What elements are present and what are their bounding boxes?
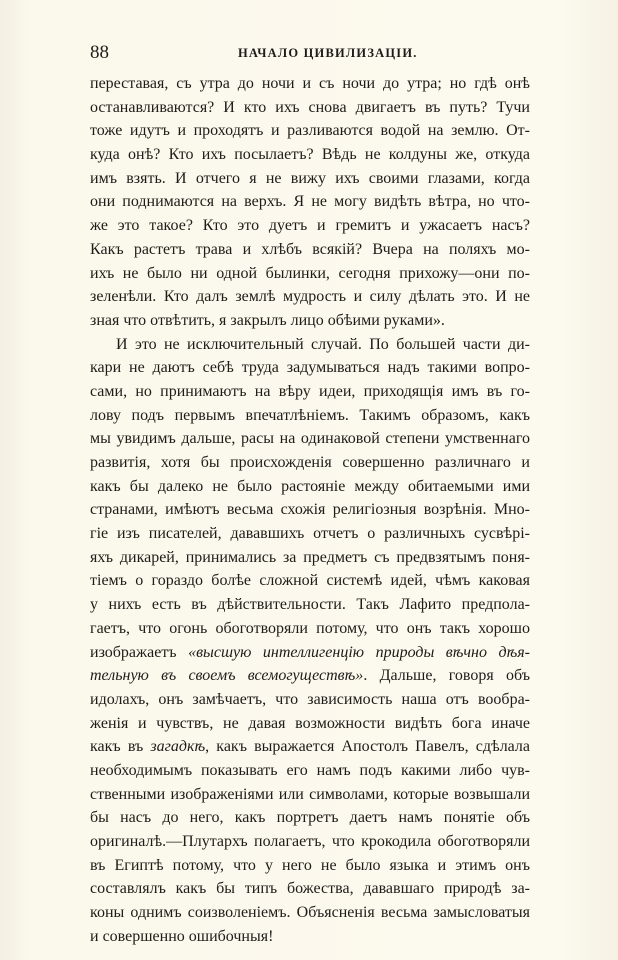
text-line: останавливаются? И кто ихъ снова двигаетъ въ путь? Тучи	[90, 98, 530, 116]
text-line: они поднимаются на верхъ. Я не могу видѣть вѣтра, но что-	[90, 193, 530, 211]
body-text	[90, 72, 530, 948]
text-line: сами, но принимаютъ на вѣру идеи, приходящія имъ въ го-	[90, 382, 530, 400]
text-line	[90, 735, 530, 759]
text-line: мы увидимъ дальше, расы на одинаковой степени умственнаго	[90, 430, 530, 448]
text-span: изображаетъ	[90, 643, 189, 661]
text-span: какъ въ	[90, 738, 151, 756]
text-line: зеленѣли. Кто далъ землѣ мудрость и силу дѣлать это. И не	[90, 288, 530, 306]
text-line: куда онѣ? Кто ихъ посылаетъ? Вѣдь не колдуны же, откуда	[90, 146, 530, 164]
text-line: тоже идутъ и проходятъ и разливаются водой на землю. От-	[90, 122, 530, 140]
text-line: необходимымъ показывать его намъ подъ какими либо чув-	[90, 761, 530, 779]
text-line: женія и чувствъ, не давая возможности видѣть бога иначе	[90, 714, 530, 732]
italic-quote: «высшую интеллигенцію природы вѣчно дѣя-	[188, 643, 530, 661]
page-number: 88	[90, 42, 109, 63]
text-line: гаетъ, что огонь обоготворяли потому, что онъ такъ хорошо	[90, 619, 530, 637]
text-line: яхъ дикарей, принимались за предметъ съ предвзятымъ поня-	[90, 548, 530, 566]
text-line: коны однимъ соизволеніемъ. Объясненія весьма замысловатыя	[90, 904, 530, 922]
text-line: имъ взять. И отчего я не вижу ихъ своими глазами, когда	[90, 169, 530, 187]
text-line: ихъ не было ни одной былинки, сегодня прихожу—они по-	[90, 264, 530, 282]
text-line: и совершенно ошибочныя!	[90, 927, 274, 945]
text-line: И это не исключительный случай. По большей части ди-	[116, 335, 530, 353]
text-line	[90, 664, 530, 688]
text-line: же это такое? Кто это дуетъ и гремитъ и ужасаетъ насъ?	[90, 217, 530, 235]
text-line: составлялъ какъ бы типъ божества, дававшаго природѣ за-	[90, 880, 530, 898]
text-line: зная что отвѣтить, я закрылъ лицо обѣими руками».	[90, 311, 445, 329]
text-line: гіе изъ писателей, дававшихъ отчетъ о различныхъ сусвѣрі-	[90, 525, 530, 543]
text-line: въ Египтѣ потому, что у него не было языка и этимъ онъ	[90, 856, 530, 874]
italic-word: загадкѣ	[150, 738, 206, 756]
text-line: странами, имѣютъ весьма схожія религіозныя возрѣнія. Мно-	[90, 501, 530, 519]
running-head	[90, 40, 530, 66]
text-line: лову подъ первымъ впечатлѣніемъ. Такимъ образомъ, какъ	[90, 406, 530, 424]
text-line: Какъ растетъ трава и хлѣбъ всякій? Вчера на поляхъ мо-	[90, 240, 530, 258]
text-line: тіемъ о гораздо болѣе сложной системѣ идей, чѣмъ каковая	[90, 572, 530, 590]
text-line: какъ бы далеко не было растояніе между обитаемыми ими	[90, 477, 530, 495]
text-line: развитія, хотя бы происхожденія совершенно различнаго и	[90, 454, 530, 471]
text-line: бы насъ до него, какъ портретъ даетъ намъ понятіе объ	[90, 809, 530, 827]
text-line: ственными изображеніями или символами, которые возвышали	[90, 785, 530, 803]
paragraph-2	[90, 333, 530, 949]
text-line	[90, 641, 530, 665]
text-line: оригиналѣ.—Плутархъ полагаетъ, что крокодила обоготворяли	[90, 833, 530, 850]
text-span: , какъ выражается Апостолъ Павелъ, сдѣлала	[205, 738, 530, 756]
text-line: переставая, съ утра до ночи и съ ночи до утра; но гдѣ онѣ	[90, 75, 530, 92]
paragraph-1	[90, 72, 530, 333]
text-span: . Дальше, говоря объ	[363, 667, 530, 685]
text-line: кари не даютъ себѣ труда задумываться надъ такими вопро-	[90, 359, 530, 377]
italic-quote: тельную въ своемъ всемогуществѣ»	[90, 667, 364, 685]
text-line: у нихъ есть въ дѣйствительности. Такъ Лафито предпола-	[90, 596, 530, 614]
text-line: идолахъ, онъ замѣчаетъ, что зависимость наша отъ вообра-	[90, 690, 530, 708]
running-title: НАЧАЛО ЦИВИЛИЗАЦІИ.	[238, 46, 418, 60]
